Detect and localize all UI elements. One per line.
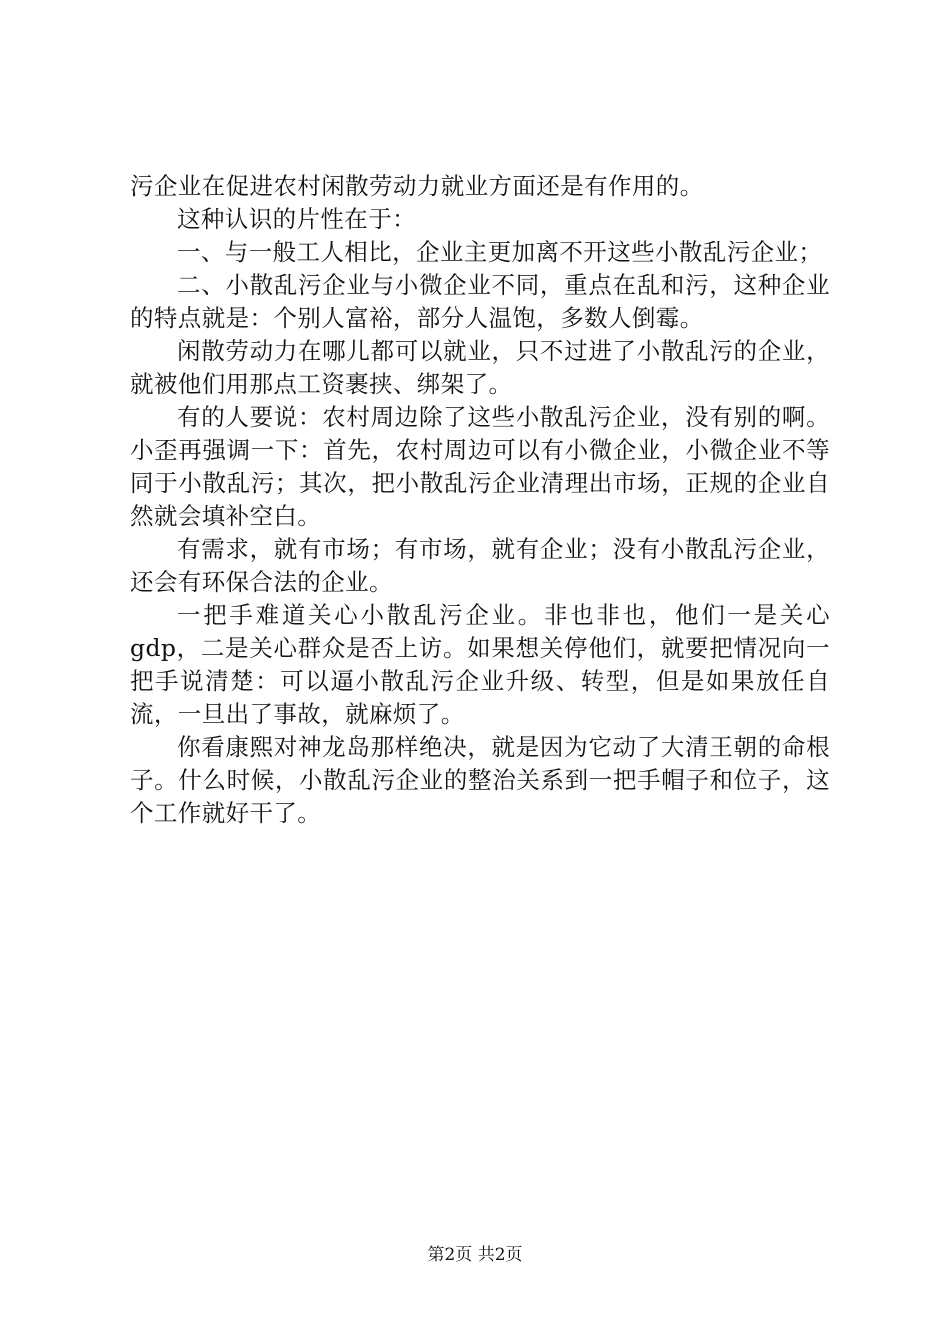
paragraph: 一、与一般工人相比，企业主更加离不开这些小散乱污企业； <box>177 238 823 266</box>
paragraph: 二、小散乱污企业与小微企业不同，重点在乱和污，这种企业的特点就是：个别人富裕，部分人温饱，多数人倒霉。 <box>130 271 830 332</box>
paragraph: 你看康熙对神龙岛那样绝决，就是因为它动了大清王朝的命根子。什么时候，小散乱污企业的整治关系到一把手帽子和位子，这个工作就好干了。 <box>130 733 830 827</box>
paragraph-continuation: 污企业在促进农村闲散劳动力就业方面还是有作用的。 <box>130 172 704 200</box>
document-body <box>130 170 830 830</box>
page-number-footer: 第2页 共2页 <box>427 1245 523 1265</box>
paragraph: 一把手难道关心小散乱污企业。非也非也，他们一是关心gdp，二是关心群众是否上访。如果想关停他们，就要把情况向一把手说清楚：可以逼小散乱污企业升级、转型，但是如果放任自流，一旦出了事故，就麻烦了。 <box>130 601 830 728</box>
paragraph: 闲散劳动力在哪儿都可以就业，只不过进了小散乱污的企业，就被他们用那点工资裹挟、绑架了。 <box>130 337 830 398</box>
paragraph: 有需求，就有市场；有市场，就有企业；没有小散乱污企业，还会有环保合法的企业。 <box>130 535 830 596</box>
paragraph: 这种认识的片性在于： <box>177 205 416 233</box>
paragraph: 有的人要说：农村周边除了这些小散乱污企业，没有别的啊。小歪再强调一下：首先，农村周边可以有小微企业，小微企业不等同于小散乱污；其次，把小散乱污企业清理出市场，正规的企业自然就会填补空白。 <box>130 403 830 530</box>
